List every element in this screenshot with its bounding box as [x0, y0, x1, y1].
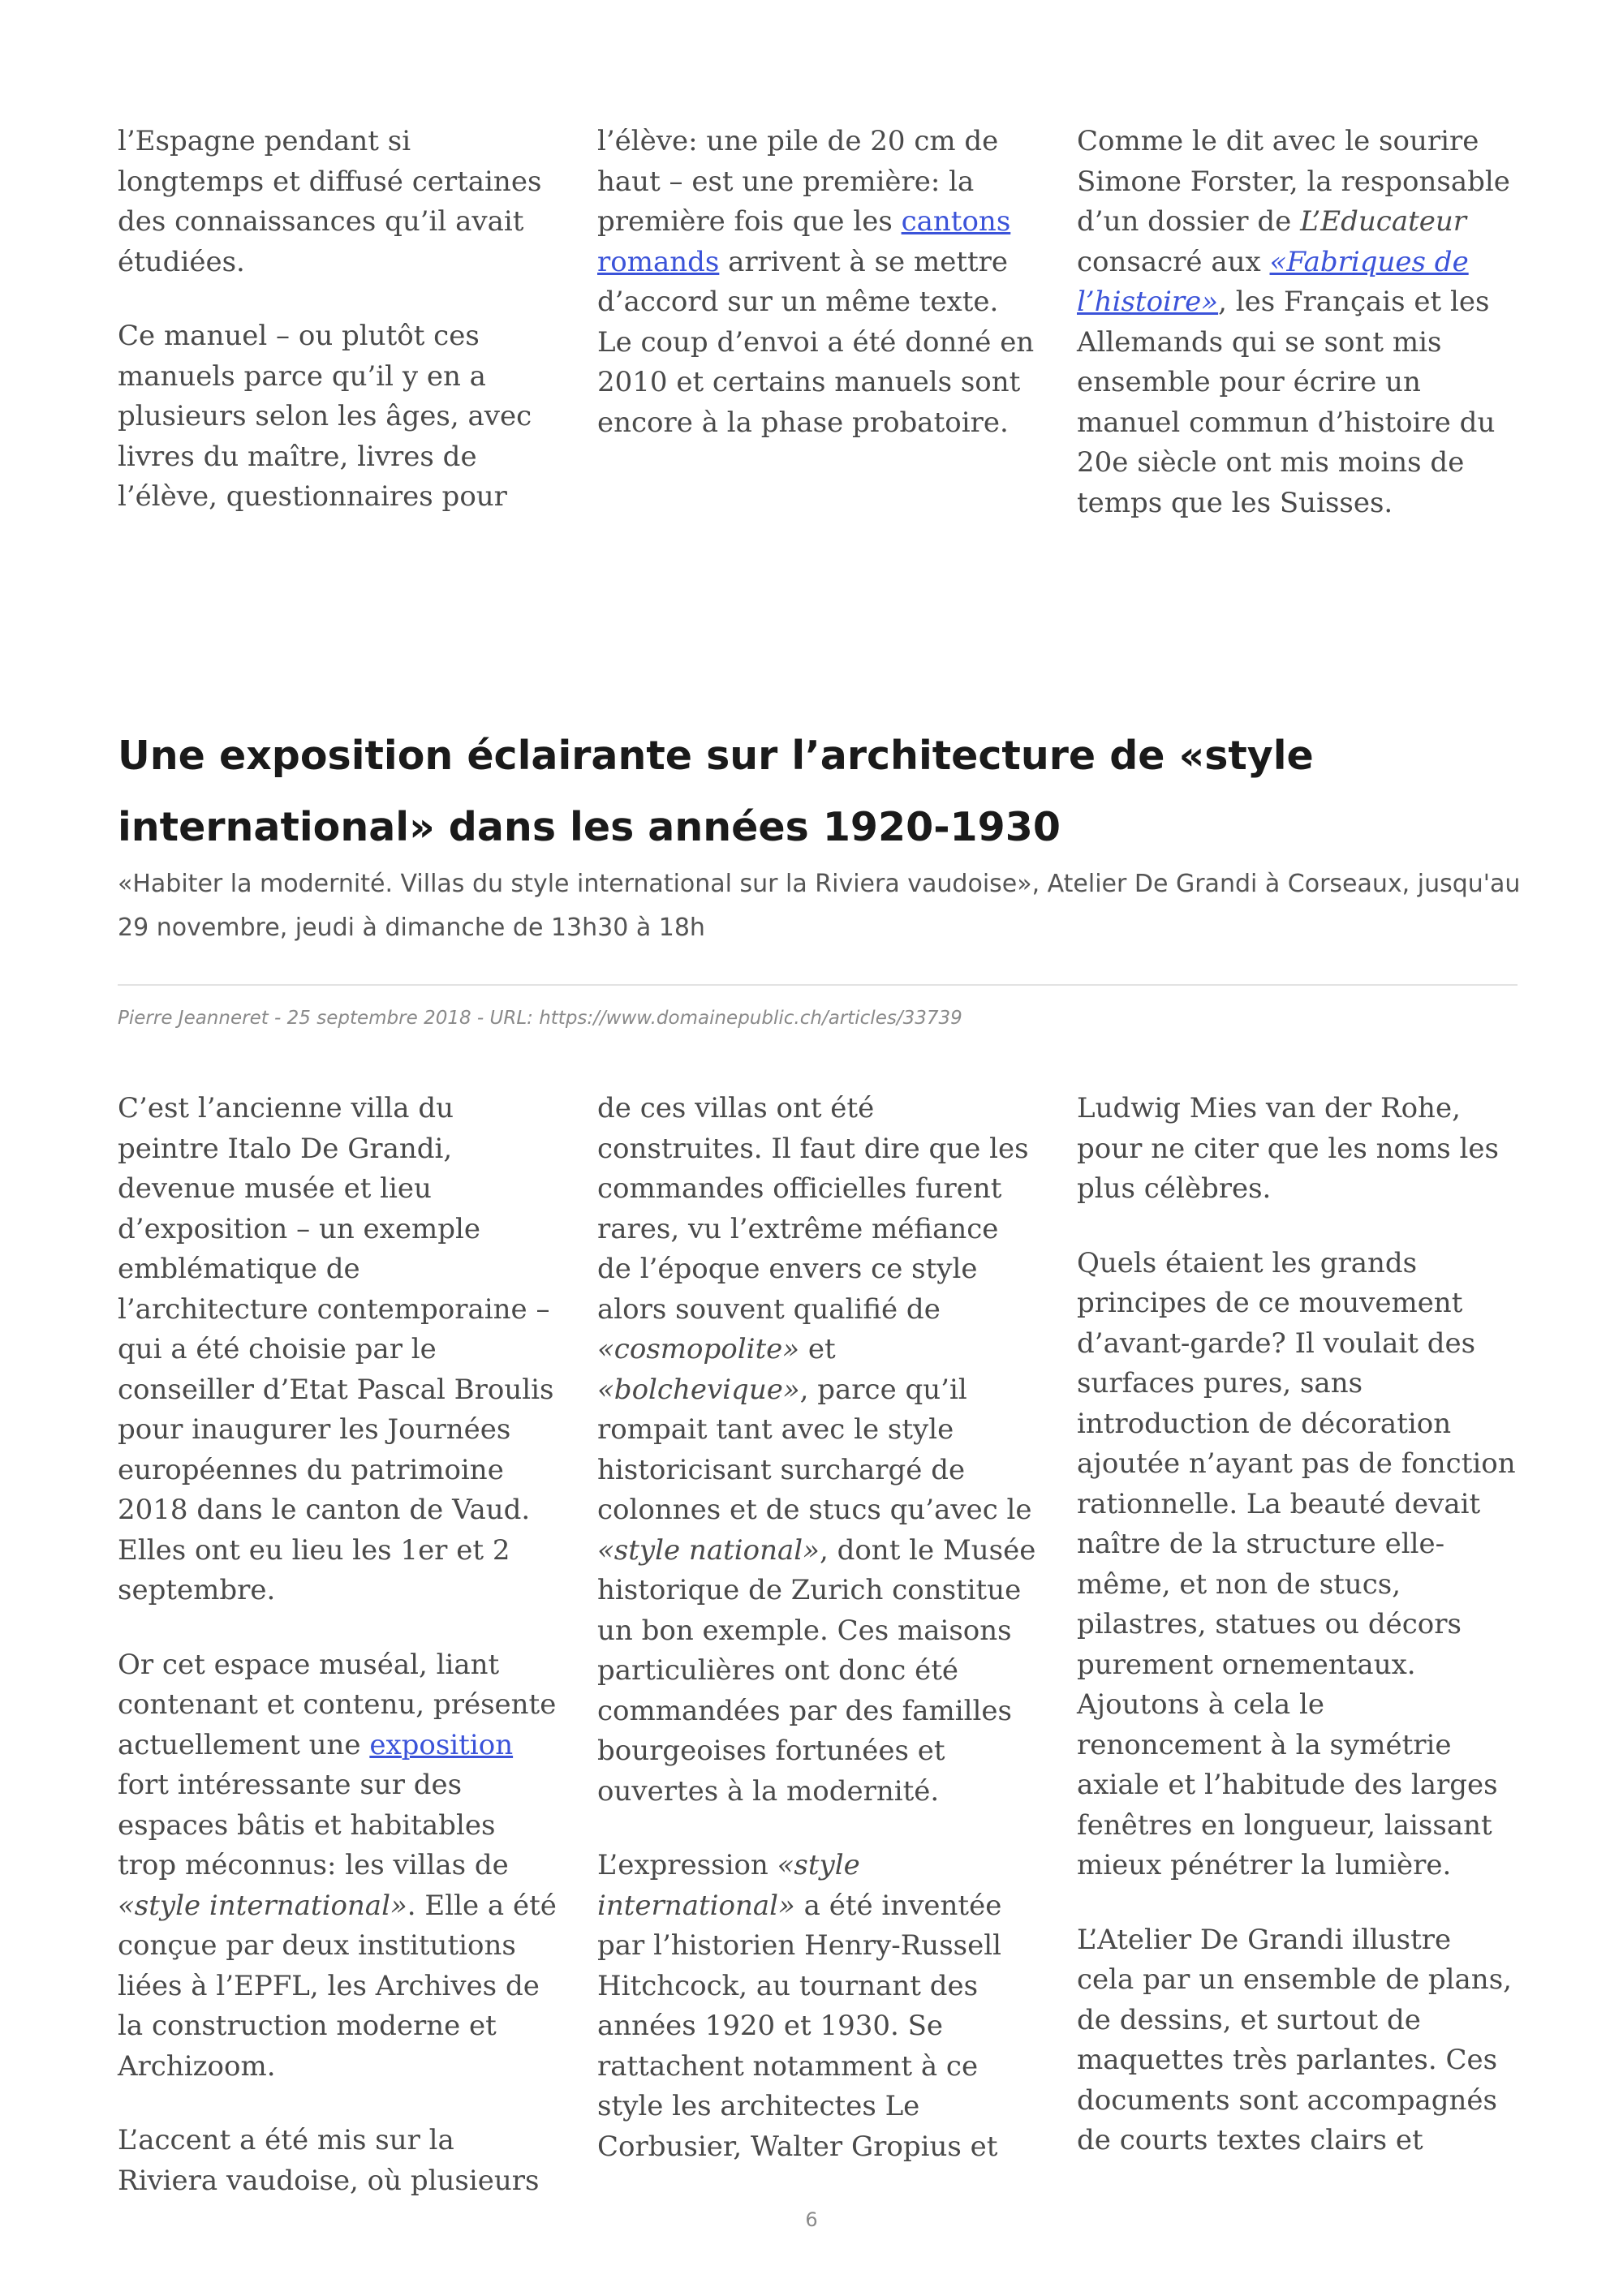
column-3	[1077, 1089, 1516, 2201]
text-span: . Elle a été conçue par deux institutions liées à l’EPFL, les Archives de la construction moderne et Archizoom.	[118, 1889, 557, 2083]
cantons-romands-link[interactable]: cantons romands	[597, 205, 1011, 278]
emphasis: «style international»	[118, 1889, 407, 1922]
text-span: a été inventée par l’historien Henry-Russell Hitchcock, au tournant des années 1920 et 1930. Se rattachent notamment à ce style les architectes Le Corbusier, Walter Gropius et	[597, 1889, 1002, 2163]
text-span: Or cet espace muséal, liant contenant et contenu, présente actuellement une	[118, 1648, 557, 1761]
text-span: L’expression	[597, 1849, 777, 1881]
page-number: 6	[805, 2208, 818, 2231]
paragraph: Ludwig Mies van der Rohe, pour ne citer que les noms les plus célèbres.	[1077, 1092, 1499, 1205]
paragraph: L’Atelier De Grandi illustre cela par un ensemble de plans, de dessins, et surtout de maquettes très parlantes. Ces documents sont accompagnés de courts textes clairs et	[1077, 1923, 1512, 2156]
column-3	[1077, 122, 1516, 523]
link-text: «Fabriques de l’histoire»	[1077, 245, 1469, 318]
emphasis: «bolchevique»	[597, 1373, 800, 1406]
paragraph: C’est l’ancienne villa du peintre Italo De Grandi, devenue musée et lieu d’exposition – un exemple emblématique de l’architecture contemporaine – qui a été choisie par le conseiller d’Etat Pascal Broulis pour inaugurer les Journées européennes du patrimoine 2018 dans le canton de Vaud. Elles ont eu lieu les 1er et 2 septembre.	[118, 1092, 554, 1606]
text-span: , parce qu’il rompait tant avec le style historicisant surchargé de colonnes et de stucs qu’avec le	[597, 1373, 1032, 1526]
paragraph	[597, 122, 1036, 443]
article-byline: Pierre Jeanneret - 25 septembre 2018 - URL: https://www.domainepublic.ch/articles/33739	[118, 1008, 962, 1029]
article-title: Une exposition éclairante sur l’architecture de «style international» dans les années 1920-1930	[118, 733, 1314, 850]
text-span: Comme le dit avec le sourire Simone Forster, la responsable d’un dossier de	[1077, 125, 1510, 238]
paragraph	[597, 1846, 1036, 2167]
text-span: consacré aux	[1077, 245, 1270, 278]
emphasis: «style national»	[597, 1533, 820, 1567]
text-span: de ces villas ont été construites. Il faut dire que les commandes officielles furent rares, vu l’extrême méfiance de l’époque envers ce style alors souvent qualifié de	[597, 1092, 1029, 1326]
paragraph: l’Espagne pendant si longtemps et diffusé certaines des connaissances qu’il avait étudiées.	[118, 125, 542, 278]
paragraph	[118, 1645, 557, 2087]
article-subtitle: «Habiter la modernité. Villas du style international sur la Riviera vaudoise», Atelier De Grandi à Corseaux, jusqu'au 29 novembre, jeudi à dimanche de 13h30 à 18h	[118, 870, 1521, 942]
text-span: , les Français et les Allemands qui se sont mis ensemble pour écrire un manuel commun d’histoire du 20e siècle ont mis moins de temps que les Suisses.	[1077, 286, 1496, 519]
paragraph	[597, 1089, 1036, 1812]
text-span: fort intéressante sur des espaces bâtis et habitables trop méconnus: les villas de	[118, 1769, 509, 1881]
emphasis: «style international»	[597, 1849, 860, 1922]
column-2	[597, 122, 1036, 523]
text-span: arrivent à se mettre d’accord sur un même texte. Le coup d’envoi a été donné en 2010 et certains manuels sont encore à la phase probatoire.	[597, 245, 1035, 439]
text-span: , dont le Musée historique de Zurich constitue un bon exemple. Ces maisons particulières ont donc été commandées par des familles bourgeoises fortunées et ouvertes à la modernité.	[597, 1533, 1036, 1808]
paragraph	[1077, 122, 1516, 523]
column-1	[118, 122, 557, 523]
text-span: et	[799, 1333, 836, 1365]
paragraph: L’accent a été mis sur la Riviera vaudoise, où plusieurs	[118, 2124, 540, 2197]
previous-article-columns	[118, 122, 1518, 523]
text-span: l’élève: une pile de 20 cm de haut – est une première: la première fois que les	[597, 125, 999, 238]
publication-name: L’Educateur	[1300, 205, 1467, 238]
exposition-link[interactable]: exposition	[369, 1728, 514, 1761]
paragraph: Ce manuel – ou plutôt ces manuels parce qu’il y en a plusieurs selon les âges, avec livres du maître, livres de l’élève, questionnaires pour	[118, 320, 532, 513]
divider	[118, 984, 1518, 986]
article-body-columns	[118, 1089, 1518, 2201]
column-1	[118, 1089, 557, 2201]
emphasis: «cosmopolite»	[597, 1333, 800, 1365]
paragraph: Quels étaient les grands principes de ce mouvement d’avant-garde? Il voulait des surfaces pures, sans introduction de décoration ajoutée n’ayant pas de fonction rationnelle. La beauté devait naître de la structure elle-même, et non de stucs, pilastres, statues ou décors purement ornementaux. Ajoutons à cela le renoncement à la symétrie axiale et l’habitude des larges fenêtres en longueur, laissant mieux pénétrer la lumière.	[1077, 1246, 1516, 1881]
column-2	[597, 1089, 1036, 2201]
